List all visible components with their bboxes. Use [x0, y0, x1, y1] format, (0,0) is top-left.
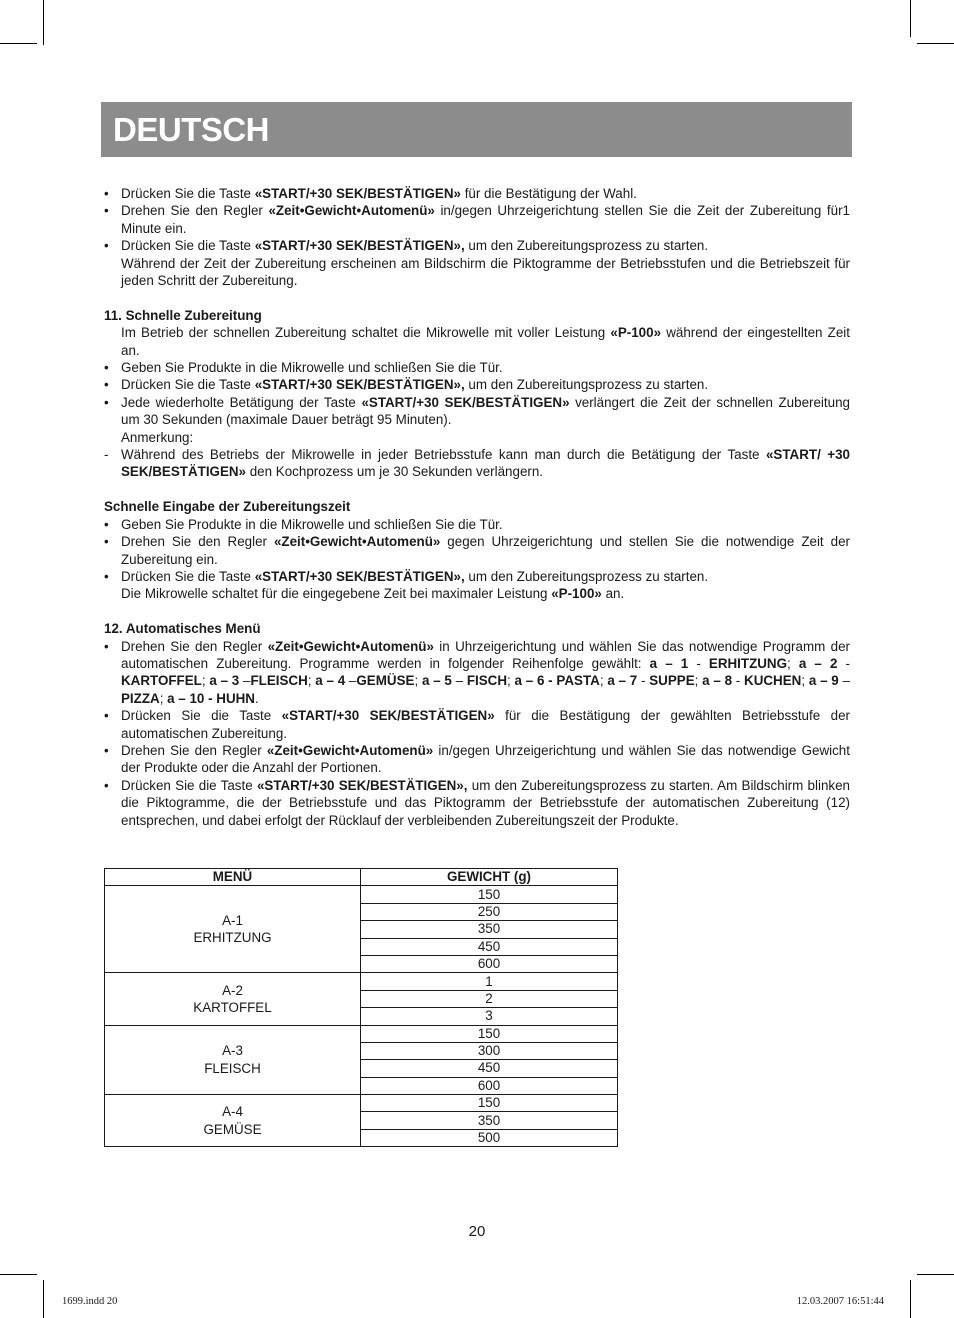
- program-code: A-1: [222, 912, 243, 928]
- weight-cell: 150: [361, 886, 618, 903]
- weight-cell: 300: [361, 1042, 618, 1059]
- list-item: [104, 255, 850, 290]
- table-row: [105, 886, 618, 903]
- bullet-icon: •: [104, 360, 109, 376]
- program-code: A-3: [222, 1043, 243, 1059]
- list-item-text: Drehen Sie den Regler «Zeit•Gewicht•Automenü» in Uhrzeigerichtung und wählen Sie das notwendige Programm der automatischen Zubereitung. Programme werden in folgender Reihenfolge gewählt: a – 1 - ERHITZUNG; a – 2 - KARTOFFEL; a – 3 –FLEISCH; a – 4 –GEMÜSE; a – 5 – FISCH; a – 6 - PASTA; a – 7 - SUPPE; a – 8 - KUCHEN; a – 9 – PIZZA; a – 10 - HUHN.: [121, 638, 851, 706]
- list-item: [104, 568, 850, 585]
- program-name: FLEISCH: [204, 1060, 261, 1076]
- menu-program-cell: [105, 1025, 361, 1095]
- weight-cell: 3: [361, 1008, 618, 1025]
- table-row: [105, 1095, 618, 1112]
- list-item: [104, 585, 850, 602]
- timestamp-slug: 12.03.2007 16:51:44: [796, 1296, 884, 1307]
- list-item-text: Jede wiederholte Betätigung der Taste «START/+30 SEK/BESTÄTIGEN» verlängert die Zeit der schnellen Zubereitung um 30 Sekunden (maximale Dauer beträgt 95 Minuten).: [121, 394, 850, 428]
- bullet-icon: •: [104, 394, 109, 410]
- bullet-icon: •: [104, 638, 109, 654]
- column-header-weight: GEWICHT (g): [361, 869, 618, 886]
- bullet-icon: •: [104, 238, 109, 254]
- section-11-heading: 11. Schnelle Zubereitung: [104, 307, 262, 323]
- list-item-text: Drehen Sie den Regler «Zeit•Gewicht•Automenü» in/gegen Uhrzeigerichtung und wählen Sie das notwendige Gewicht der Produkte oder die Anzahl der Portionen.: [121, 742, 850, 776]
- table-header-row: [105, 869, 618, 886]
- list-item-text: Drücken Sie die Taste «START/+30 SEK/BESTÄTIGEN», um den Zubereitungsprozess zu starten.: [121, 238, 709, 254]
- weight-cell: 350: [361, 1112, 618, 1129]
- crop-mark: [917, 43, 954, 44]
- list-item: [104, 446, 850, 481]
- weight-cell: 1: [361, 973, 618, 990]
- weight-cell: 500: [361, 1129, 618, 1146]
- list-item: [104, 376, 850, 393]
- list-item: [104, 638, 850, 708]
- crop-mark: [910, 1280, 911, 1318]
- program-code: A-2: [222, 982, 243, 998]
- bullet-icon: •: [104, 742, 109, 758]
- list-item: [104, 516, 850, 533]
- table-row: [105, 1025, 618, 1042]
- list-item-text: Die Mikrowelle schaltet für die eingegebene Zeit bei maximaler Leistung «P-100» an.: [121, 586, 625, 602]
- weight-cell: 150: [361, 1025, 618, 1042]
- menu-program-cell: [105, 1095, 361, 1147]
- crop-mark: [910, 0, 911, 37]
- weight-cell: 2: [361, 990, 618, 1007]
- page-number: 20: [468, 1223, 486, 1240]
- list-item-text: Drücken Sie die Taste «START/+30 SEK/BESTÄTIGEN», um den Zubereitungsprozess zu starten.: [121, 568, 709, 584]
- list-item-text: Anmerkung:: [121, 429, 194, 445]
- list-item: [104, 324, 850, 359]
- list-item: [104, 533, 850, 568]
- table-row: [105, 973, 618, 990]
- list-item: [104, 742, 850, 777]
- list-item: [104, 359, 850, 376]
- crop-mark: [917, 1274, 954, 1275]
- list-item-text: Drücken Sie die Taste «START/+30 SEK/BESTÄTIGEN» für die Bestätigung der gewählten Betriebsstufe der automatischen Zubereitung.: [121, 708, 850, 741]
- list-item: [104, 202, 850, 237]
- file-slug: 1699.indd 20: [62, 1296, 118, 1307]
- bullet-icon: •: [104, 777, 109, 793]
- dash-marker: -: [104, 447, 109, 463]
- menu-program-cell: [105, 886, 361, 973]
- weight-cell: 450: [361, 1060, 618, 1077]
- list-item: [104, 707, 850, 742]
- list-item-text: Während der Zeit der Zubereitung erscheinen am Bildschirm die Piktogramme der Betriebsstufen und die Betriebszeit für jeden Schritt der Zubereitung.: [121, 255, 850, 289]
- list-item: [104, 185, 850, 202]
- bullet-icon: •: [104, 534, 109, 550]
- list-item-text: Während des Betriebs der Mikrowelle in jeder Betriebsstufe kann man durch die Betätigung der Taste «START/ +30 SEK/BESTÄTIGEN» den Kochprozess um je 30 Sekunden verlängern.: [121, 447, 850, 480]
- list-item: [104, 429, 850, 446]
- menu-program-cell: [105, 973, 361, 1025]
- list-item-text: Geben Sie Produkte in die Mikrowelle und schließen Sie die Tür.: [121, 360, 503, 376]
- weight-cell: 450: [361, 938, 618, 955]
- list-item: [104, 237, 850, 254]
- bullet-icon: •: [104, 377, 109, 393]
- bullet-icon: •: [104, 186, 109, 201]
- program-name: KARTOFFEL: [193, 999, 272, 1015]
- weight-cell: 350: [361, 921, 618, 938]
- document-body: [104, 185, 850, 829]
- weight-cell: 150: [361, 1095, 618, 1112]
- language-header-bar: [101, 102, 852, 157]
- bullet-icon: •: [104, 708, 109, 724]
- section-11-list: [104, 324, 850, 481]
- section-12-list: [104, 638, 850, 829]
- section-12-heading: 12. Automatisches Menü: [104, 621, 261, 637]
- program-code: A-4: [222, 1104, 243, 1120]
- crop-mark: [43, 1280, 44, 1318]
- list-item-text: Geben Sie Produkte in die Mikrowelle und schließen Sie die Tür.: [121, 516, 503, 532]
- program-name: GEMÜSE: [203, 1121, 262, 1137]
- quick-input-list: [104, 516, 850, 603]
- weight-cell: 600: [361, 955, 618, 972]
- quick-input-heading: Schnelle Eingabe der Zubereitungszeit: [104, 499, 351, 515]
- bullet-icon: •: [104, 203, 109, 219]
- column-header-menu: MENÜ: [105, 869, 361, 886]
- intro-list: [104, 185, 850, 289]
- list-item-text: Drücken Sie die Taste «START/+30 SEK/BESTÄTIGEN», um den Zubereitungsprozess zu starten.: [121, 377, 709, 393]
- list-item-text: Drücken Sie die Taste «START/+30 SEK/BESTÄTIGEN» für die Bestätigung der Wahl.: [121, 186, 637, 201]
- list-item-text: Drehen Sie den Regler «Zeit•Gewicht•Automenü» in/gegen Uhrzeigerichtung stellen Sie die Zeit der Zubereitung für1 Minute ein.: [121, 203, 850, 236]
- list-item-text: Drehen Sie den Regler «Zeit•Gewicht•Automenü» gegen Uhrzeigerichtung und stellen Sie die notwendige Zeit der Zubereitung ein.: [121, 534, 850, 567]
- table-body: [105, 886, 618, 1147]
- crop-mark: [0, 1274, 37, 1275]
- list-item: [104, 394, 850, 429]
- page-title: DEUTSCH: [113, 111, 270, 148]
- crop-mark: [0, 43, 37, 44]
- program-name: ERHITZUNG: [193, 930, 272, 946]
- bullet-icon: •: [104, 516, 109, 532]
- bullet-icon: •: [104, 568, 109, 584]
- auto-menu-table: [104, 868, 618, 1147]
- weight-cell: 250: [361, 903, 618, 920]
- list-item-text: Drücken Sie die Taste «START/+30 SEK/BESTÄTIGEN», um den Zubereitungsprozess zu starten. Am Bildschirm blinken die Piktogramme, die der Betriebsstufe und das Piktogramm der Betriebsstufe der automatischen Zubereitung (12) entsprechen, und dabei erfolgt der Rücklauf der verbleibenden Zubereitungszeit der Produkte.: [121, 777, 850, 828]
- list-item: [104, 777, 850, 829]
- list-item-text: Im Betrieb der schnellen Zubereitung schaltet die Mikrowelle mit voller Leistung «P-100» während der eingestellten Zeit an.: [121, 325, 850, 358]
- weight-cell: 600: [361, 1077, 618, 1094]
- crop-mark: [43, 0, 44, 45]
